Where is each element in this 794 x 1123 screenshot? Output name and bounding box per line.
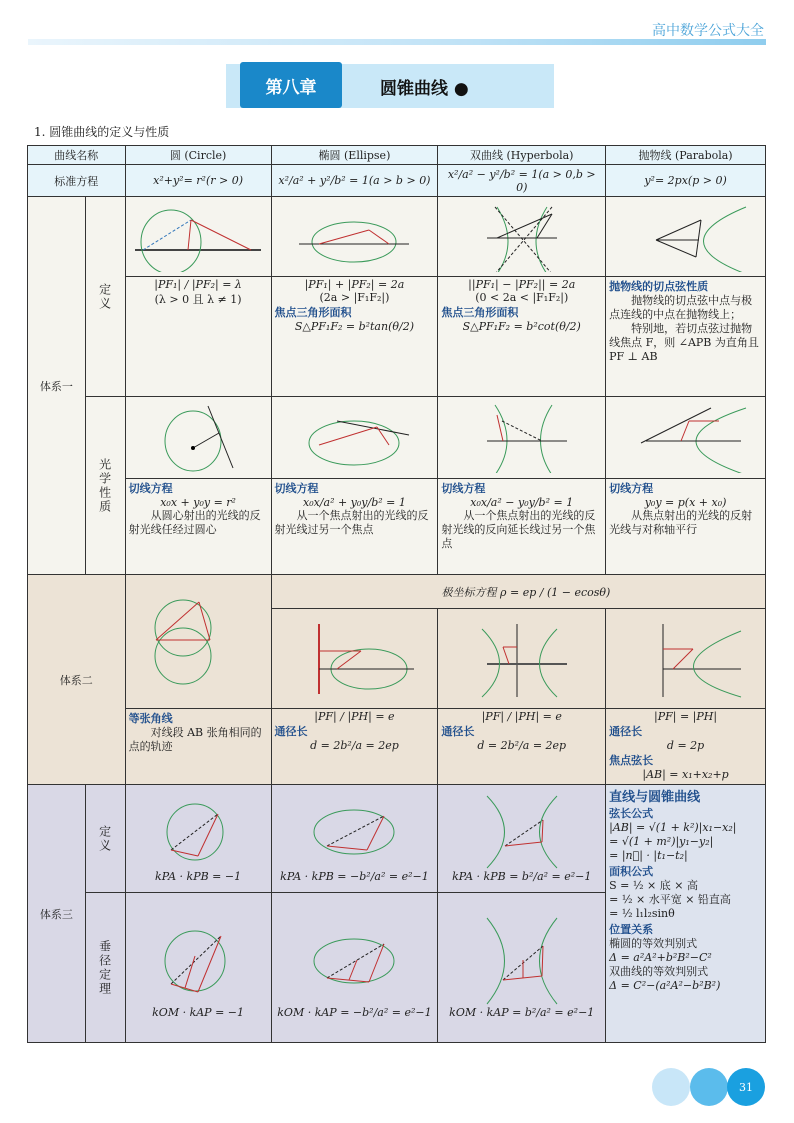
page-dot-2 bbox=[690, 1068, 728, 1106]
sys2-hyperbola: |PF| / |PH| = e 通径长 d = 2b²/a = 2ep bbox=[438, 709, 606, 785]
std-eq-label: 标准方程 bbox=[28, 165, 126, 197]
sys1-optical-label: 光学性质 bbox=[85, 397, 125, 575]
diagram-ellipse-directrix bbox=[271, 609, 438, 709]
chapter-number: 第八章 bbox=[240, 62, 342, 108]
section-title: 1. 圆锥曲线的定义与性质 bbox=[34, 125, 170, 139]
diagram-parabola-directrix bbox=[606, 609, 766, 709]
sys1-def-hyperbola: ||PF₁| − |PF₂|| = 2a (0 < 2a < |F₁F₂|) 焦点三角形面积 S△PF₁F₂ = b²cot(θ/2) bbox=[438, 277, 606, 397]
diagram-hyperbola-directrix bbox=[438, 609, 606, 709]
std-eq-circle: x²+y²= r²(r > 0) bbox=[125, 165, 271, 197]
diagram-hyperbola-reflect bbox=[438, 397, 606, 479]
diagram-hyperbola-focal bbox=[438, 197, 606, 277]
sys3-def-circle: kPA · kPB = −1 bbox=[125, 785, 271, 893]
header-parabola: 抛物线 (Parabola) bbox=[606, 146, 766, 165]
diagram-parabola-reflect bbox=[606, 397, 766, 479]
diagram-circle-tangent bbox=[125, 397, 271, 479]
sys1-opt-hyperbola: 切线方程 x₀x/a² − y₀y/b² = 1 从一个焦点射出的光线的反射光线的反向延长线过另一个焦点 bbox=[438, 479, 606, 575]
sys1-opt-ellipse: 切线方程 x₀x/a² + y₀y/b² = 1 从一个焦点射出的光线的反射光线过另一个焦点 bbox=[271, 479, 438, 575]
sys3-def-ellipse: kPA · kPB = −b²/a² = e²−1 bbox=[271, 785, 438, 893]
sys3-def-label: 定义 bbox=[85, 785, 125, 893]
diagram-apollonius-circle bbox=[125, 197, 271, 277]
header-bar bbox=[28, 39, 766, 45]
header-ellipse: 椭圆 (Ellipse) bbox=[271, 146, 438, 165]
diagram-parabola-chord bbox=[606, 197, 766, 277]
header-hyperbola: 双曲线 (Hyperbola) bbox=[438, 146, 606, 165]
diagram-equal-angle bbox=[125, 575, 271, 709]
sys2-ellipse: |PF| / |PH| = e 通径长 d = 2b²/a = 2ep bbox=[271, 709, 438, 785]
line-conic-panel: 直线与圆锥曲线 弦长公式 |AB| = √(1 + k²)|x₁−x₂| = √(1 + m²)|y₁−y₂| = |n⃗| · |t₁−t₂| 面积公式 S = ½ × 底 × 高 = ½ × 水平宽 × 铅直高 = ½ l₁l₂sinθ 位置关系 椭圆的等效判别式 Δ = a²A²+b²B²−C² 双曲线的等效判别式 Δ = C²−(a²A²−b²B²) bbox=[606, 785, 766, 1043]
std-eq-parabola: y²= 2px(p > 0) bbox=[606, 165, 766, 197]
conic-table bbox=[27, 145, 766, 1043]
sys1-opt-circle: 切线方程 x₀x + y₀y = r² 从圆心射出的光线的反射光线任经过圆心 bbox=[125, 479, 271, 575]
diagram-ellipse-reflect bbox=[271, 397, 438, 479]
polar-equation: 极坐标方程 ρ = ep / (1 − ecosθ) bbox=[271, 575, 765, 609]
chapter-name: 圆锥曲线 ● bbox=[380, 79, 469, 99]
header-circle: 圆 (Circle) bbox=[125, 146, 271, 165]
sys1-def-parabola: 抛物线的切点弦性质 抛物线的切点弦中点与极点连线的中点在抛物线上； 特别地，若切点弦过抛物线焦点 F，则 ∠APB 为直角且 PF ⊥ AB bbox=[606, 277, 766, 397]
sys3-perp-hyperbola: kOM · kAP = b²/a² = e²−1 bbox=[438, 893, 606, 1043]
sys3-perp-ellipse: kOM · kAP = −b²/a² = e²−1 bbox=[271, 893, 438, 1043]
sys1-label: 体系一 bbox=[28, 197, 86, 575]
sys3-def-hyperbola: kPA · kPB = b²/a² = e²−1 bbox=[438, 785, 606, 893]
apple-icon: ● bbox=[453, 79, 469, 99]
header-name: 曲线名称 bbox=[28, 146, 126, 165]
sys1-opt-parabola: 切线方程 y₀y = p(x + x₀) 从焦点射出的光线的反射光线与对称轴平行 bbox=[606, 479, 766, 575]
sys2-circle: 等张角线 对线段 AB 张角相同的点的轨迹 bbox=[125, 709, 271, 785]
page-dot-1 bbox=[652, 1068, 690, 1106]
page-number: 31 bbox=[727, 1068, 765, 1106]
sys2-parabola: |PF| = |PH| 通径长 d = 2p 焦点弦长 |AB| = x₁+x₂+p bbox=[606, 709, 766, 785]
sys1-def-ellipse: |PF₁| + |PF₂| = 2a (2a > |F₁F₂|) 焦点三角形面积 S△PF₁F₂ = b²tan(θ/2) bbox=[271, 277, 438, 397]
sys1-def-label: 定义 bbox=[85, 197, 125, 397]
sys3-perp-label: 垂径定理 bbox=[85, 893, 125, 1043]
std-eq-ellipse: x²/a² + y²/b² = 1(a > b > 0) bbox=[271, 165, 438, 197]
book-title: 高中数学公式大全 bbox=[652, 23, 764, 39]
std-eq-hyperbola: x²/a² − y²/b² = 1(a > 0,b > 0) bbox=[438, 165, 606, 197]
sys3-label: 体系三 bbox=[28, 785, 86, 1043]
sys3-perp-circle: kOM · kAP = −1 bbox=[125, 893, 271, 1043]
sys2-label: 体系二 bbox=[28, 575, 126, 785]
diagram-ellipse-focal bbox=[271, 197, 438, 277]
sys1-def-circle: |PF₁| / |PF₂| = λ (λ > 0 且 λ ≠ 1) bbox=[125, 277, 271, 397]
